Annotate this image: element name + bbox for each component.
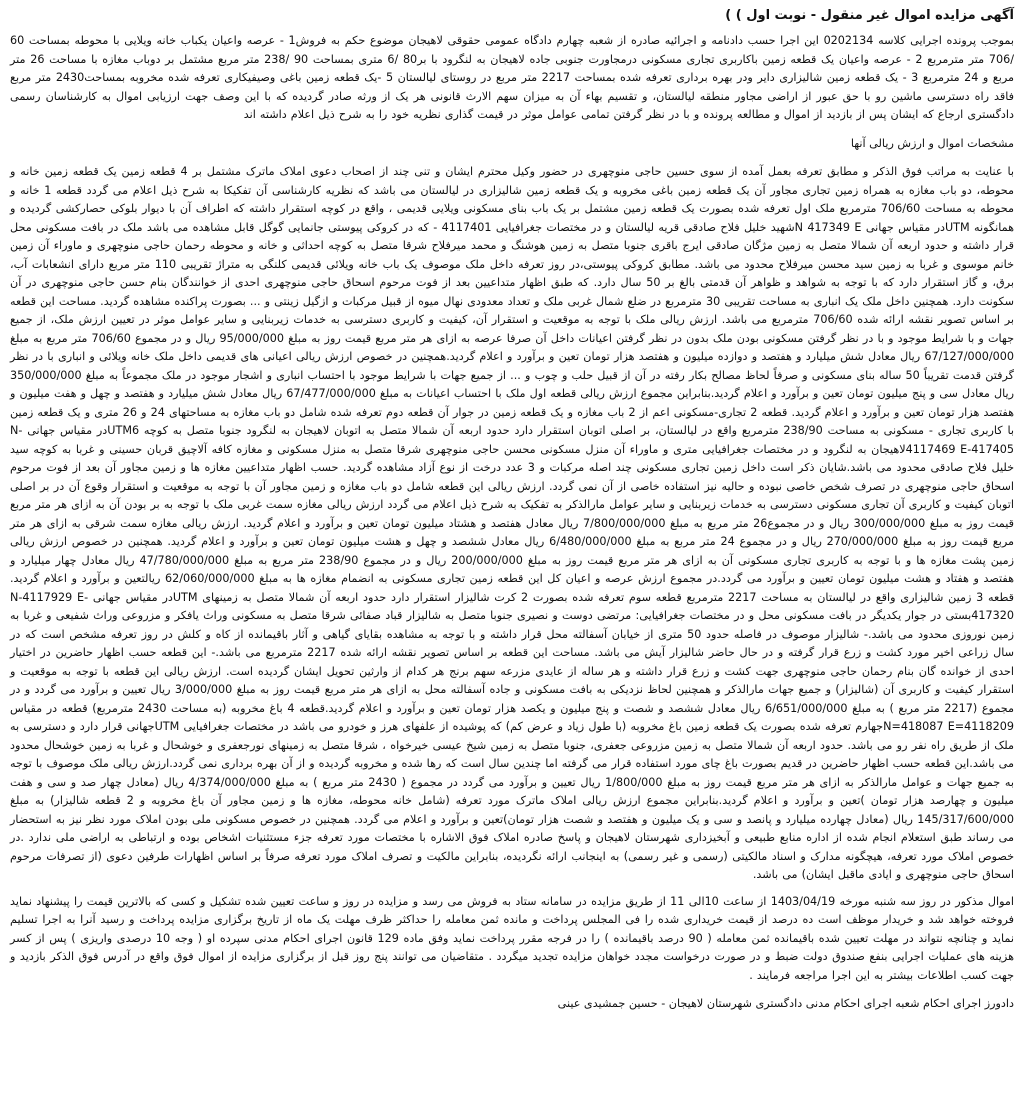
notice-title: آگهی مزایده اموال غیر منقول - نوبت اول ) ) [725,8,1014,23]
notice-intro-paragraph: بموجب پرونده اجرایی کلاسه 0202134 این اجرا حسب دادنامه و اجرائیه صادره از شعبه چهارم دادگاه عمومی حقوقی لاهیجان موضوع حکم به فروش1 - عرصه واعیان یکباب خانه ویلایی با محوطه بمساحت 60 /706 متر مترمربع 2 - عرصه واعیان یک قطعه زمین باکاربری تجاری مسکونی درمجاورت جنوبی جاده لاهیجان به لنگرود با بر80 /6 متری بمساحت 90 /238 متر مربع مشتمل بر دوباب مغازه با مساحت 26 متر مربع و 24 مترمربع 3 - یک قطعه زمین شالیزاری دایر ودر بهره برداری تعرفه شده بمساحت 2217 متر مربع در روستای لیالستان 5 -یک قطعه زمین باغی وصیفیکاری تعرفه شده مخروبه بمساحت2430 متر مربع فاقد راه دسترسی ماشین رو با حق عبور از اراضی مجاور منطقه لیالستان، و تقسیم بهاء آن به میزان سهم الارث قانونی هر یک از ورثه صادر گردیده که با این وصف جهت ارزیابی اموال به کارشناسان رسمی دادگستری ارجاع که ایشان پس از بازدید از اموال و مطالعه پرونده و با در نظر گرفتن تمامی عوامل موثر در قیمت گذاری نظریه خود را به شرح ذیل اعلام داشته اند [10,34,1015,121]
property-specs-heading: مشخصات اموال و ارزش ریالی آنها [850,136,1014,150]
signature-line: دادورز اجرای احکام شعبه اجرای احکام مدنی دادگستری شهرستان لاهیجان - حسین جمشیدی عینی [557,997,1014,1010]
auction-terms-paragraph: اموال مذکور در روز سه شنبه مورخه 1403/04/19 از ساعت 10الی 11 از طریق مزایده در سامانه ستاد به فروش می رسد و مزایده در روز و ساعت تعیین شده تشکیل و کسی که بالاترین قیمت را پیشنهاد نماید فروخته خواهد شد و خریدار موظف است ده درصد از قیمت خریداری شده را فی المجلس پرداخت و مانده ثمن معامله را حداکثر ظرف مهلت یک ماه از تاریخ برگزاری مزایده پرداخت و رسید آنرا به اجرا تسلیم نماید و چنانچه نتواند در مهلت تعیین شده باقیمانده ثمن معامله ( 90 درصد باقیمانده ) را در فرجه مقرر پرداخت نماید وفق ماده 129 قانون اجرای احکام مدنی سپرده او ( وجه 10 درصدی واریزی ) پس از کسر هزینه های عملیات اجرایی بنفع صندوق دولت ضبط و در صورت درخواست مجدد خواهان مزایده تجدید میگردد . متقاضیان می توانند پنج روز قبل از برگزاری مزایده از اموال فوق واقع در آدرس فوق الذکر بازدید و جهت کسب اطلاعات بیشتر به این اجرا مراجعه فرمایند . [10,894,1015,982]
property-valuation-paragraph: با عنایت به مراتب فوق الذکر و مطابق تعرفه بعمل آمده از سوی حسین حاجی منوچهری در حضور وکیل محترم ایشان و تنی چند از اصحاب دعوی املاک ماترک مشتمل بر 4 قطعه زمین یک قطعه زمین خانه و محوطه، دو باب مغازه به همراه زمین تجاری مجاور آن یک قطعه زمین باغی مخروبه و یک قطعه زمین شالیزاری در لیالستان می باشد که نظریه کارشناسی آن تفکیکا به شرح ذیل اعلام می گردد قطعه 1 خانه و محوطه به مساحت 706/60 مترمربع ملک اول تعرفه شده بصورت یک قطعه زمین مشتمل بر یک باب بنای مسکونی ویلایی قدیمی ، واقع در کوچه استقرار داشته که اطراف آن با دیوار بلوکی حصارکشی گردیده و همانگونه UTMدر مقیاس جهانی N 417349 Eشهید خلیل فلاح صادقی قریه لیالستان و در مختصات جغرافیایی 4117401 - که در کروکی پیوستی جانمایی گوگل قابل مشاهده می باشد ملک در بافت مسکونی محل قرار داشته و حدود اربعه آن شمالا متصل به زمین مژگان صادقی ایرج باقری جنوبا متصل به زمین هوشنگ و محمد میرفلاح شرقا متصل به کوچه احداثی و خانه و محوطه رحمان حاجی منوچهری و ماوراء آن زمین خانم موسوی و غربا به زمین سید محسن میرفلاح محدود می باشد. مطابق کروکی پیوستی،در روز تعرفه داخل ملک موصوف یک باب خانه ویلائی قدیمی کلنگی به متراژ تقریبی 110 متر مربع دارای انشعابات آب، برق، و گاز استقرار دارد که با توجه به شواهد و ظواهر آن قدمتی بالغ بر 50 سال دارد. که طبق اظهار متداعیین بعد از فوت مرحوم اسحاق حاجی منوچهری احدی از خوانندگان بنام حسن حاجی منوچهری در آن سکونت دارد. همچنین داخل ملک یک انباری به مساحت تقریبی 30 مترمربع در ضلع شمال غربی ملک و تعداد معدودی نهال میوه از قبیل مرکبات و ازگیل زینتی و ... بصورت پراکنده مشاهده گردید. مساحت این قطعه بر اساس تصویر نقشه ارائه شده 706/60 مترمربع می باشد. ارزش ریالی ملک با توجه به موقعیت و استقرار آن، کیفیت و کاربری دسترسی به خدمات زیربنایی و سایر عوامل موثر در تعیین ارزش ملک، از جمیع جهات و با شرایط موجود و با در نظر گرفتن مسکونی بودن ملک بدون در نظر گرفتن اعیانات داخل آن صرفا عرصه به ازای هر متر مربع قیمت روز به مبلغ 95/000/000 ریال و در مجموع 706/60 متر مربع به مبلغ 67/127/000/000 ریال معادل شش میلیارد و هفتصد و دوازده میلیون و هفتصد هزار تومان تعین و برآورد و اعلام گردید.همچنین در خصوص ارزش ریالی اعیانی های قدیمی داخل ملک خانه ویلائی و انباری با در نظر گرفتن قدمت تقریباً 50 ساله بنای مسکونی و صرفاً لحاظ مصالح بکار رفته در آن از قبیل حلب و چوب و ... از جمیع جهات با شرایط موجود با احتساب انباری و اشجار موجود در ملک مجموعاً به مبلغ 350/000/000 ریال معادل سی و پنج میلیون تومان تعین و برآورد و اعلام گردید.بنابراین مجموع ارزش ریالی قطعه اول ملک با احتساب اعیانات به مبلغ 67/477/000/000 ریال معادل شش میلیارد و هفتصد و چهل و هفت میلیون و هفتصد هزار تومان تعین و برآورد و اعلام گردید. قطعه 2 تجاری-مسکونی اعم از 2 باب مغازه و یک قطعه زمین در جوار آن قطعه دوم تعرفه شده شامل دو باب مغازه به مساحتهای 24 و 26 متری و یک قطعه زمین با کاربری تجاری - مسکونی به مساحت 238/90 مترمربع واقع در لیالستان، بر اصلی اتوبان استقرار دارد حدود اربعه آن شمالا متصل به اتوبان لاهیجان به لنگرود جنوبا متصل به کوچه UTM6در مقیاس جهانی N-4117469 E-417405لاهیجان به لنگرود و در مختصات جغرافیایی متری و ماوراء آن منزل مسکونی محسن حاجی منوچهری شرقا متصل به منزل مسکونی و مغازه کافه آلاچیق قربان حسینی و غربا به کوچه سید خلیل فلاح صادقی محدود می باشد.شایان ذکر است داخل زمین تجاری مسکونی چند اصله مرکبات و 3 عدد درخت از نوع آزاد مشاهده گردید. حسب اظهار متداعیین مغازه ها و زمین مجاور آن بعد از فوت مرحوم اسحاق حاجی منوچهری در تصرف شخص خاصی نبوده و حالیه نیز استفاده خاصی از آن نمی گردد. ارزش ریالی این قطعه شامل دو باب مغازه و زمین مجاور آن با توجه به موقعیت و استقرار وقوع آن در بر اصلی اتوبان کیفیت و کاربری آن تجاری مسکونی دسترسی به خدمات زیربنایی و سایر عوامل مارالذکر به تفکیک به شرح ذیل اعلام می گردد ارزش ریالی مغازه سمت غربی ملک با توجه به بر بودن آن به ازای هر متر مربع قیمت روز به مبلغ 300/000/000 ریال و در مجموع26 متر مربع به مبلغ 7/800/000/000 ریال معادل هفتصد و هشتاد میلیون تومان تعین و برآورد و اعلام گردید. ارزش ریالی مغازه سمت شرقی به ازای هر متر مربع قیمت روز به مبلغ 270/000/000 ریال و در مجموع 24 متر مربع به مبلغ 6/480/000/000 ریال معادل ششصد و چهل و هشت میلیون تومان تعین و برآورد و اعلام گردید. همچنین در خصوص ارزش ریالی زمین پشت مغازه ها و با توجه به کاربری تجاری مسکونی آن به ازای هر متر مربع قیمت روز به مبلغ 200/000/000 ریال و در مجموع 238/90 متر مربع به مبلغ 47/780/000/000 ریال معادل چهار میلیارد و هفتصد و هفتاد و هشت میلیون تومان تعیین و برآورد می گردد.در مجموع ارزش عرصه و اعیان کل این قطعه زمین تجاری مسکونی به انضمام مغازه ها به مبلغ 62/060/000/000 ریالتعین و برآورد و اعلام گردید. قطعه 3 زمین شالیزاری واقع در لیالستان به مساحت 2217 مترمربع قطعه سوم تعرفه شده بصورت 2 کرت شالیزار استقرار دارد حدود اربعه آن شمالا متصل به زمینهای UTMدر مقیاس جهانی N-4117929 E-417320بستی در جوار یکدیگر در بافت مسکونی محل و در مختصات جغرافیایی: مرتضی دوست و نصیری جنوبا متصل به شالیزار قباد صفائی شرقا متصل به مسکونی وراث یافکر و مزروعی وراث شفیعی و غربا به زمین نوروزی محدود می باشد.- شالیزار موصوف در فاصله حدود 50 متری از خیابان آسفالته محل قرار داشته و با توجه به مشاهده بقایای گیاهی و آثار باقیمانده از کاه و کلش در روز تعرفه مشخص است که در سال زراعی اخیر مورد کشت و زرع قرار گرفته و در حال حاضر شالیزار آیش می باشد. مساحت این قطعه بر اساس تصویر نقشه ارائه شده 2217 مترمربع می باشد.- این قطعه حسب اظهار حاضرین در اختیار احدی از خوانده گان بنام رحمان حاجی منوچهری جهت کشت و زرع قرار داشته و هر ساله از عایدی مزرعه سهم برنج هر کدام از وارثین تحویل ایشان گردیده است. ارزش ریالی این قطعه با توجه به موقعیت و استقرار کیفیت و کاربری آن (شالیزار) و جمیع جهات مارالذکر و همچنین لحاظ نزدیکی به بافت مسکونی و جاده آسفالته محل به ازای هر متر مربع قیمت روز به مبلغ 3/000/000 ریال تعیین و برآورد می گردد و در مجموع (2217 متر مربع ) به مبلغ 6/651/000/000 ریال معادل ششصد و شصت و پنج میلیون و یکصد هزار تومان تعین و برآورد و اعلام گردید.قطعه 4 باغ مخروبه (به مساحت 2430 مترمربع) قطعه در مقیاس N=418087 E=4118209جهارم تعرفه شده بصورت یک قطعه زمین باغ مخروبه (با طول زیاد و عرض کم) که پوشیده از علفهای هرز و خودرو می باشد در مختصات جغرافیایی UTMجهانی قرار دارد و دسترسی به ملک از طریق راه نفر رو می باشد. حدود اربعه آن شمالا متصل به زمین مزروعی جعفری، جنوبا متصل به زمین شیخ عیسی خیرخواه ، شرقا متصل به زمینهای نورجعفری و خوشحال و غربا به زمین خوشحال محدود می باشد.این قطعه حسب اظهار حاضرین در قدیم بصورت باغ چای مورد استفاده قرار می گرفته اما چندین سال است که رها شده و مخروبه گردیده و از آن بهره برداری نمی گردد.ارزش ریالی ملک موصوف با توجه به جمیع جهات و عوامل مارالذکر به ازای هر متر مربع قیمت روز به مبلغ 1/800/000 ریال تعیین و برآورد می گردد در مجموع ( 2430 متر مربع ) به مبلغ 4/374/000/000 ریال (معادل چهار صد و سی و هفت میلیون و چهارصد هزار تومان )تعین و برآورد و اعلام گردید.بنابراین مجموع ارزش ریالی املاک ماترک مورد تعرفه (شامل خانه محوطه، مغازه ها و زمین مجاور آن باغ مخروبه و 2 قطعه شالیزار) به مبلغ 145/317/600/000 ریال (معادل چهارده میلیارد و پانصد و سی و یک میلیون و هفتصد و شصت هزار تومان)تعین و برآورد و اعلام می گردد. همچنین در خصوص مسکونی ملی بودن املاک مورد نظر نیز به استحضار می رساند طبق استعلام انجام شده از اداره منابع طبیعی و آبخیزداری شهرستان لاهیجان و پاسخ صادره املاک فوق الاشاره با مختصات مورد تعرفه جزء مستثنیات اشخاص بوده و ارتباطی به اراضی ملی ندارد .در خصوص املاک مورد تعرفه، هیچگونه مدارک و اسناد مالکیتی (رسمی و غیر رسمی) به اینجانب ارائه نگردیده، بنابراین مالکیت و تصرف املاک مورد تعرفه صرفاً بر اساس اظهارات طرفین دعوی (از تصرفات مرحوم اسحاق حاجی منوچهری و ایادی ماقبل ایشان) می باشد. [10,165,1015,881]
